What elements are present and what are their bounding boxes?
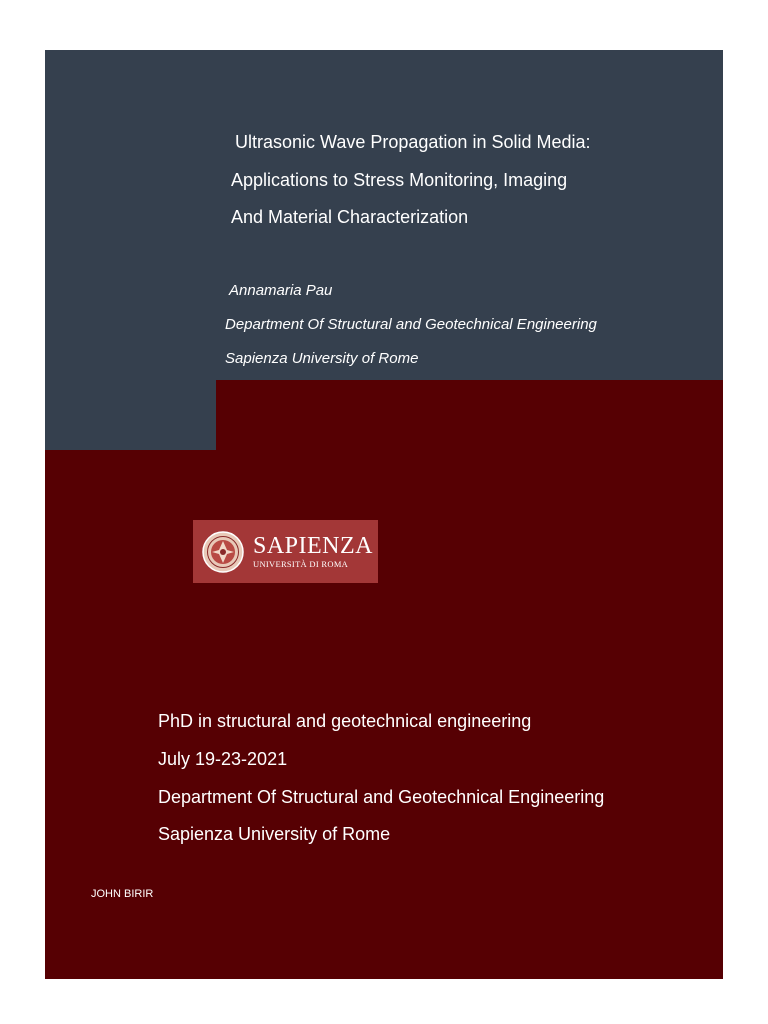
logo-wordmark: SAPIENZA xyxy=(253,532,374,559)
university-logo xyxy=(193,520,378,583)
event-dates: July 19-23-2021 xyxy=(158,749,288,769)
author-name: Annamaria Pau xyxy=(229,282,333,299)
university-seal-icon xyxy=(201,530,245,574)
author-department: Department Of Structural and Geotechnical Engineering xyxy=(225,316,597,333)
author-university: Sapienza University of Rome xyxy=(225,350,419,367)
student-name: JOHN BIRIR xyxy=(91,888,154,900)
program-department: Department Of Structural and Geotechnical Engineering xyxy=(158,787,605,807)
title-panel-tab xyxy=(45,380,216,450)
title-line-1: Ultrasonic Wave Propagation in Solid Media: xyxy=(235,132,591,152)
degree-program: PhD in structural and geotechnical engineering xyxy=(158,711,532,731)
document-cover xyxy=(45,50,723,979)
title-line-2: Applications to Stress Monitoring, Imaging xyxy=(231,170,568,190)
title-line-3: And Material Characterization xyxy=(231,207,469,227)
program-university: Sapienza University of Rome xyxy=(158,824,391,844)
logo-subtitle: UNIVERSITÀ DI ROMA xyxy=(253,558,349,569)
